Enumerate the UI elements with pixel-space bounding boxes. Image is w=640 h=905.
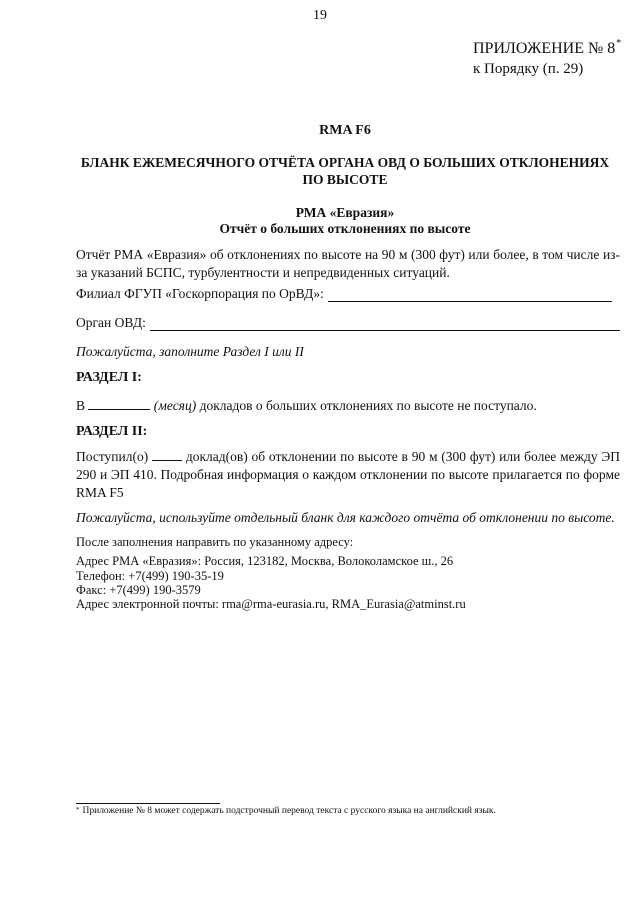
appendix-footnote-mark: *	[616, 38, 622, 49]
organ-field	[76, 315, 620, 331]
send-to-email: Адрес электронной почты: rma@rma-eurasia.ru, RMA_Eurasia@atminst.ru	[76, 597, 466, 611]
report-count-input[interactable]	[152, 448, 182, 461]
appendix-subtitle: к Порядку (п. 29)	[473, 61, 584, 77]
send-to-phone: Телефон: +7(499) 190-35-19	[76, 569, 224, 583]
appendix-label	[473, 40, 621, 58]
page-number: 19	[313, 8, 327, 23]
section2-prefix: Поступил(о)	[76, 449, 149, 464]
branch-input[interactable]	[328, 288, 612, 302]
footnote-text: Приложение № 8 может содержать подстрочный перевод текста с русского языка на английский язык.	[82, 806, 496, 816]
form-title-line1: БЛАНК ЕЖЕМЕСЯЧНОГО ОТЧЁТА ОРГАНА ОВД О БОЛЬШИХ ОТКЛОНЕНИЯХ	[80, 155, 610, 170]
footnote-mark: *	[76, 806, 80, 814]
month-hint: (месяц)	[153, 398, 197, 413]
send-to-intro: После заполнения направить по указанному адресу:	[76, 535, 354, 549]
organ-label: Орган ОВД:	[76, 315, 146, 330]
fill-instruction: Пожалуйста, заполните Раздел I или II	[76, 344, 304, 359]
report-subtitle: Отчёт о больших отклонениях по высоте	[219, 221, 471, 236]
section1-line	[76, 397, 620, 415]
rma-name: РМА «Евразия»	[295, 205, 395, 220]
footnote	[76, 806, 496, 816]
section1-prefix: В	[76, 398, 86, 413]
separate-form-note: Пожалуйста, используйте отдельный бланк для каждого отчёта об отклонении по высоте.	[76, 510, 615, 525]
section2-heading: РАЗДЕЛ II:	[76, 424, 148, 439]
section2-text: доклад(ов) об отклонении по высоте в 90 м (300 фут) или более между ЭП 290 и ЭП 410. Подробная информация о каждом отклонении по высоте прилагается по форме RMA F5	[76, 449, 621, 500]
send-to-address: Адрес РМА «Евразия»: Россия, 123182, Москва, Волоколамское ш., 26	[76, 554, 454, 568]
branch-label: Филиал ФГУП «Госкорпорация по ОрВД»:	[76, 286, 324, 301]
footnote-rule	[76, 803, 220, 804]
form-code: RMA F6	[319, 123, 371, 138]
section1-heading: РАЗДЕЛ I:	[76, 370, 142, 385]
form-title-line2: ПО ВЫСОТЕ	[302, 172, 388, 187]
section1-text: докладов о больших отклонениях по высоте не поступало.	[199, 398, 537, 413]
section2-paragraph	[76, 448, 620, 502]
appendix-label-text: ПРИЛОЖЕНИЕ № 8	[473, 40, 616, 57]
organ-input[interactable]	[150, 317, 620, 331]
send-to-fax: Факс: +7(499) 190-3579	[76, 583, 201, 597]
month-input[interactable]	[88, 397, 150, 410]
branch-field	[76, 286, 620, 302]
intro-paragraph: Отчёт РМА «Евразия» об отклонениях по высоте на 90 м (300 фут) или более, в том числе из-за указаний БСПС, турбулентности и непредвиденных ситуаций.	[76, 247, 620, 280]
